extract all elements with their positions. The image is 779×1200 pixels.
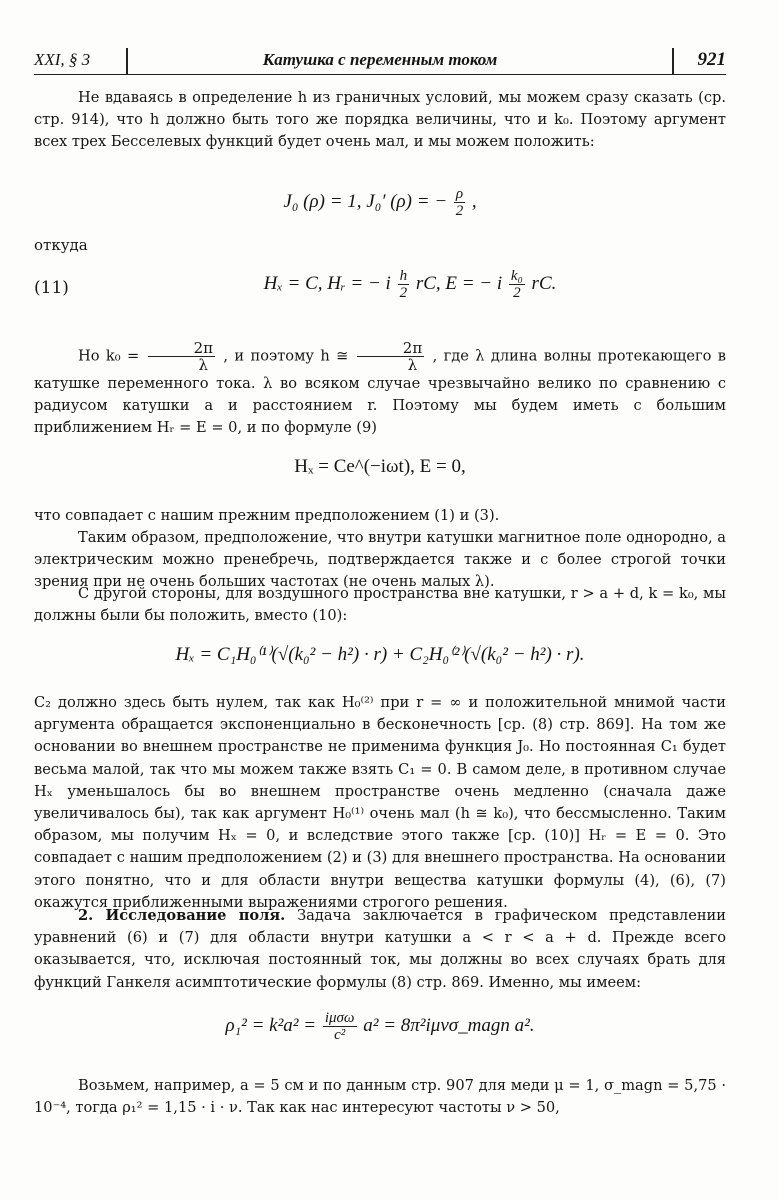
equation-bessel-approx: J₀ (ρ) = 1, J₀′ (ρ) = − $\frac{\rho}{2}$ ,	[283, 186, 477, 219]
section-heading: 2. Исследование поля.	[78, 907, 286, 924]
equation-label-11: (11)	[34, 278, 69, 298]
paragraph-6: C₂ должно здесь быть нулем, так как H₀⁽²⁾ при r = ∞ и положительной мнимой части аргумента обращается экспоненциально в бесконечность [ср. (8) стр. 869]. На том же основании во внешнем пространстве не применима функция J₀. Но постоянная C₁ будет весьма малой, так что мы можем также взять C₁ = 0. В самом деле, в противном случае Hₓ уменьшалось бы во внешнем пространстве очень медленно (сначала даже увеличивалось бы), так как аргумент H₀⁽¹⁾ очень мал (h ≅ k₀), что бессмысленно. Таким образом, мы получим Hₓ = 0, и вследствие этого также [ср. (10)] Hᵣ = E = 0. Это совпадает с нашим предположением (2) и (3) для внешнего пространства. На основании этого понятно, что и для области внутри вещества катушки формулы (4), (6), (7) окажутся приближенными выражениями строгого решения.	[34, 694, 726, 911]
paragraph-1: Не вдаваясь в определение h из граничных условий, мы можем сразу сказать (ср. стр. 914), что h должно быть того же порядка величины, что и k₀. Поэтому аргумент всех трех Бесселевых функций будет очень мал, и мы можем положить:	[34, 89, 726, 151]
equation-hankel: Hₓ = C₁H₀⁽¹⁾(√(k₀² − h²) · r) + C₂H₀⁽²⁾(√(k₀² − h²) · r).	[175, 644, 585, 665]
paragraph-8: Возьмем, например, a = 5 см и по данным стр. 907 для меди μ = 1, σ_magn = 5,75 · 10⁻⁴, тогда ρ₁² = 1,15 · i · ν. Так как нас интересуют частоты ν > 50,	[34, 1077, 726, 1117]
equation-11: Hₓ = C, Hᵣ = − i $\frac{h}{2}$ rC, E = − i $\frac{\text{k₀}}{2}$ rC.	[263, 268, 557, 301]
equation-rho: ρ₁² = k²a² = iμσω c² a² = 8π²iμνσ_magn a².	[225, 1010, 535, 1043]
section-reference: XXI, § 3	[34, 50, 91, 69]
chapter-title: Катушка с переменным током	[262, 50, 498, 69]
header-divider	[672, 48, 674, 74]
paragraph-7: 2. Исследование поля. Задача заключается в графическом представлении уравнений (6) и (7) для области внутри катушки a < r < a + d. Прежде всего оказывается, что, исключая постоянный ток, мы должны во всех случаях брать для функций Ганкеля асимптотические формулы (8) стр. 869. Именно, мы имеем:	[34, 907, 727, 991]
word-whence: откуда	[34, 236, 88, 254]
paragraph-3: что совпадает с нашим прежним предположением (1) и (3).	[34, 507, 500, 524]
paragraph-4: Таким образом, предположение, что внутри катушки магнитное поле однородно, а электрическим можно пренебречь, подтверждается также и с более строгой точки зрения при не очень больших частотах (не очень малых λ).	[34, 529, 726, 591]
paragraph-2: Но k₀ = $\frac{2\pi}{\lambda}$ , и поэтому h ≅ $\frac{2\pi}{\lambda}$ , где λ длина волны протекающего в катушке переменного тока. λ во всяком случае чрезвычайно велико по сравнению с радиусом катушки a и расстоянием r. Поэтому мы будем иметь с большим приближением Hᵣ = E = 0, и по формуле (9)	[34, 339, 727, 437]
paragraph-5: С другой стороны, для воздушного пространства вне катушки, r > a + d, k = k₀, мы должны были бы положить, вместо (10):	[34, 585, 726, 625]
running-header	[34, 48, 726, 75]
equation-uniform-field: Hₓ = Ce^(−iωt), E = 0,	[294, 456, 466, 477]
page-number: 921	[697, 49, 726, 70]
